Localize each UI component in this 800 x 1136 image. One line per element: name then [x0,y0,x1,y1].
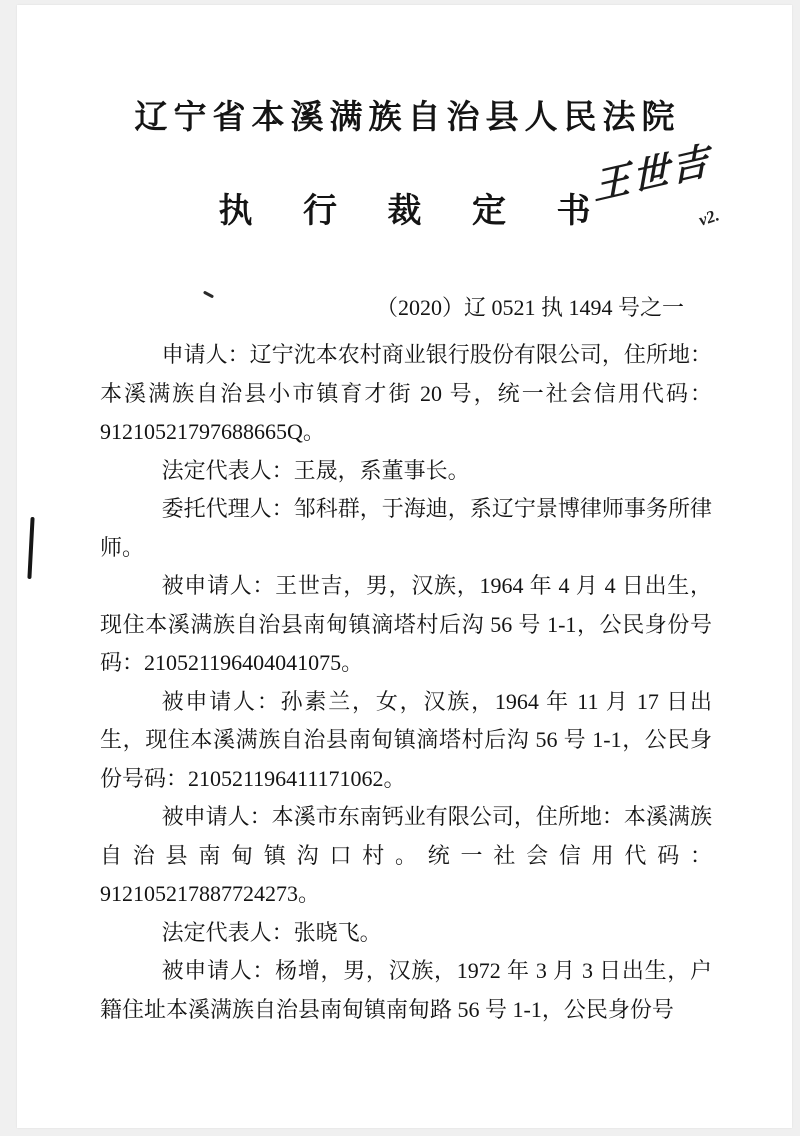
paragraph-respondent-1: 被申请人：王世吉，男，汉族，1964 年 4 月 4 日出生，现住本溪满族自治县南甸镇滴塔村后沟 56 号 1-1，公民身份号码：210521196404041075。 [100,573,712,675]
ink-mark-left-margin [27,517,34,579]
signature-scribble: v2. [696,205,722,230]
document-page [17,5,792,1128]
paragraph-legal-representative-1: 法定代表人：王晟，系董事长。 [161,457,470,483]
court-name: 辽宁省本溪满族自治县人民法院 [134,100,681,136]
paragraph-applicant: 申请人：辽宁沈本农村商业银行股份有限公司，住所地：本溪满族自治县小市镇育才街 20 号，统一社会信用代码：91210521797688665Q。 [100,342,712,444]
handwritten-signature: 王世吉 [592,140,712,209]
paragraph-respondent-3: 被申请人：本溪市东南钙业有限公司，住所地：本溪满族自治县南甸镇沟口村。统一社会信用代码：912105217887724273。 [100,804,712,906]
case-number: （2020）辽 0521 执 1494 号之一 [375,295,684,320]
document-title: 执 行 裁 定 书 [218,193,612,230]
paragraph-entrusted-agents: 委托代理人：邹科群，于海迪，系辽宁景博律师事务所律师。 [100,496,712,560]
paragraph-legal-representative-2: 法定代表人：张晓飞。 [161,919,382,945]
document-body [100,336,712,1029]
paragraph-respondent-2: 被申请人：孙素兰，女，汉族，1964 年 11 月 17 日出生，现住本溪满族自治县南甸镇滴塔村后沟 56 号 1-1，公民身份号码：210521196411171062。 [100,688,712,791]
paragraph-respondent-4: 被申请人：杨增，男，汉族，1972 年 3 月 3 日出生，户籍住址本溪满族自治县南甸镇南甸路 56 号 1-1，公民身份号 [100,958,712,1022]
